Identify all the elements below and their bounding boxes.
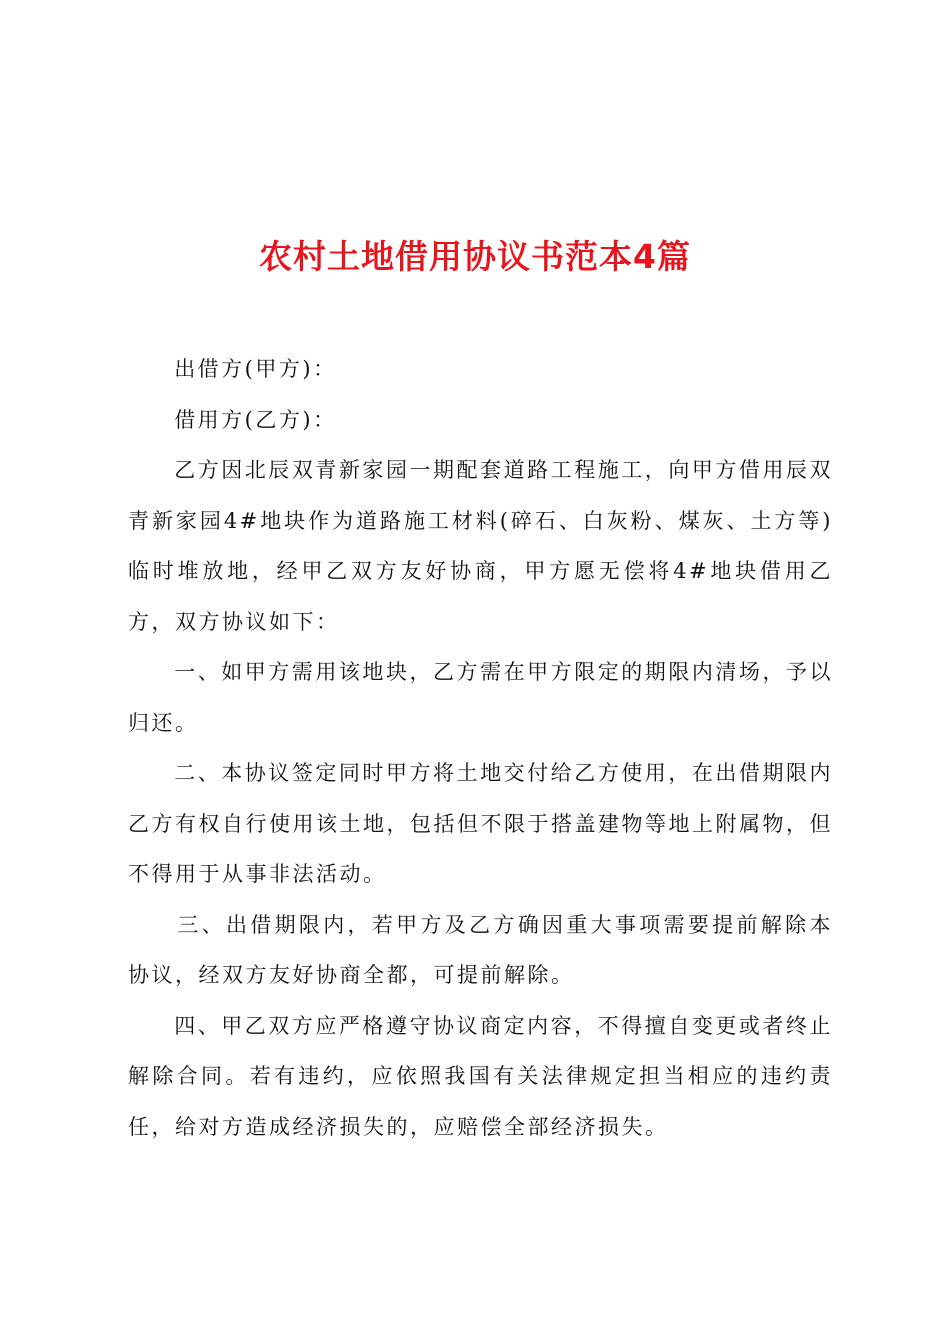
clause-2: 二、本协议签定同时甲方将土地交付给乙方使用，在出借期限内乙方有权自行使用该土地，包括但不限于搭盖建物等地上附属物，但不得用于从事非法活动。 <box>128 761 833 886</box>
borrower-label: 借用方(乙方)： <box>174 407 337 432</box>
clause-1: 一、如甲方需用该地块，乙方需在甲方限定的期限内清场，予以归还。 <box>128 660 833 735</box>
lender-label: 出借方(甲方)： <box>174 357 337 381</box>
intro-paragraph: 乙方因北辰双青新家园一期配套道路工程施工，向甲方借用辰双青新家园4#地块作为道路施工材料(碎石、白灰粉、煤灰、土方等)临时堆放地，经甲乙双方友好协商，甲方愿无偿将4#地块借用乙方，双方协议如下： <box>128 458 833 634</box>
document-title: 农村土地借用协议书范本4篇 <box>259 237 691 277</box>
document-body <box>128 344 833 1152</box>
clause-3: 三、出借期限内，若甲方及乙方确因重大事项需要提前解除本协议，经双方友好协商全都，可提前解除。 <box>128 912 833 987</box>
clause-4: 四、甲乙双方应严格遵守协议商定内容，不得擅自变更或者终止解除合同。若有违约，应依照我国有关法律规定担当相应的违约责任，给对方造成经济损失的，应赔偿全部经济损失。 <box>128 1013 833 1139</box>
